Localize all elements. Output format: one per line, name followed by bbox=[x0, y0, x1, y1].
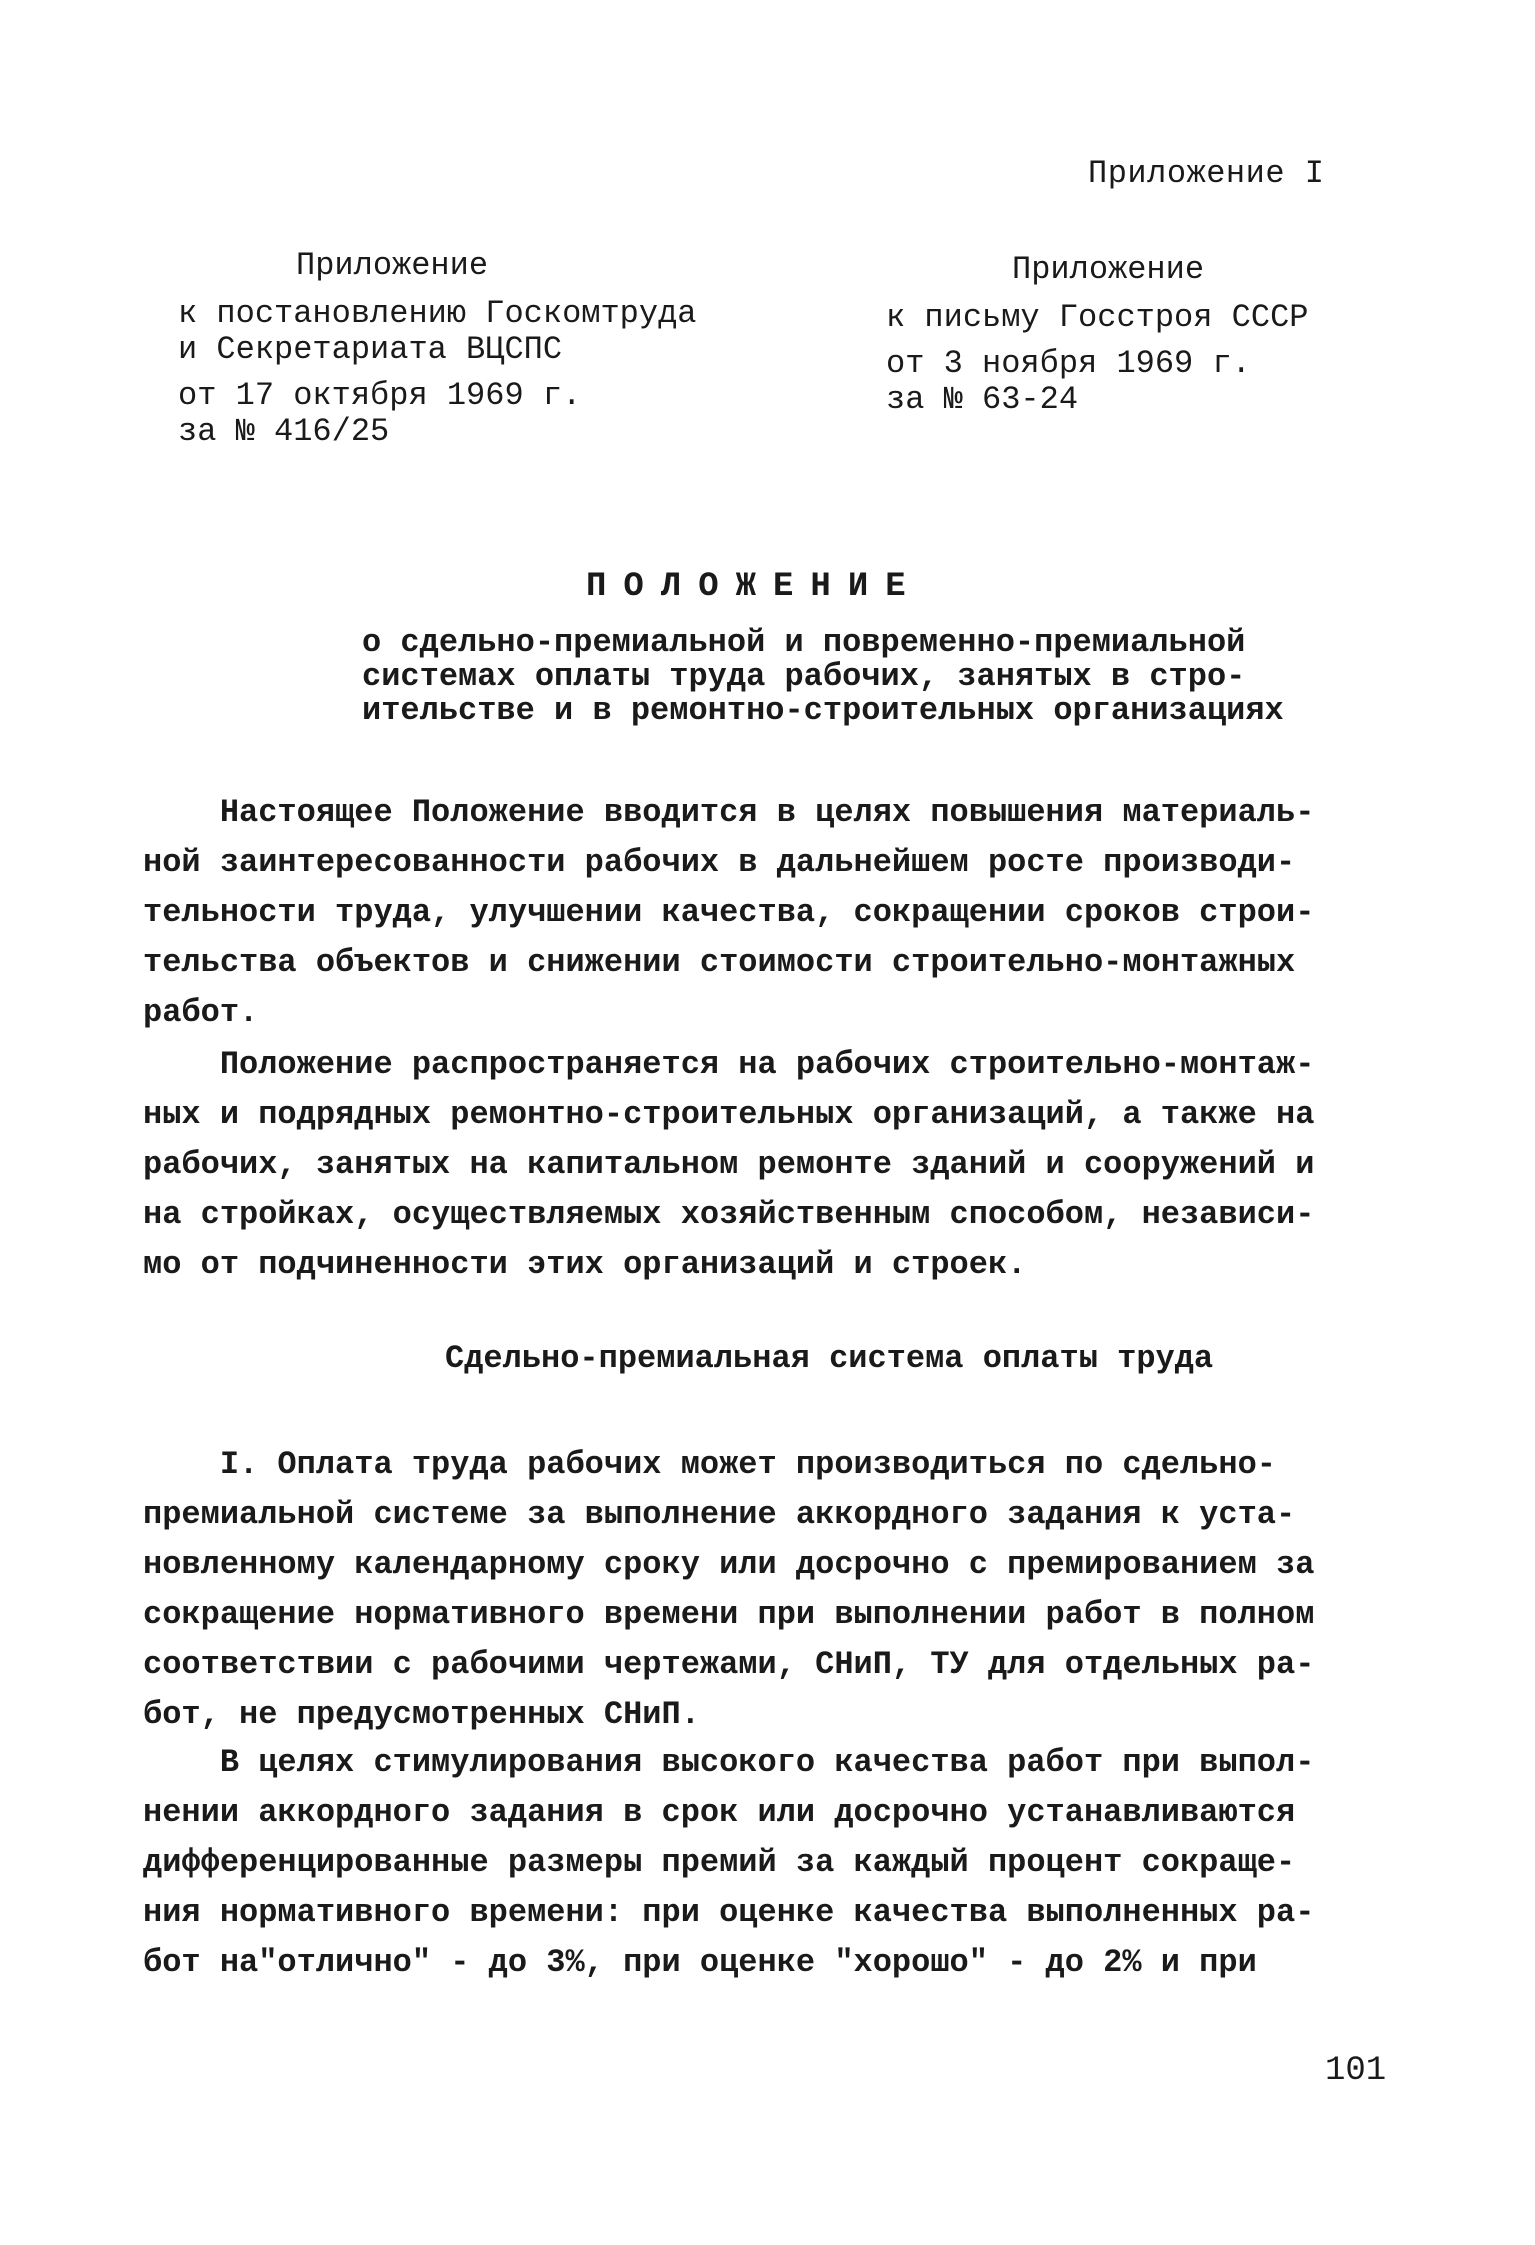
right-reference-line: к письму Госстроя СССР bbox=[886, 299, 1309, 336]
left-reference-line: за № 416/25 bbox=[178, 413, 390, 450]
subtitle-line: системах оплаты труда рабочих, занятых в стро- bbox=[362, 658, 1246, 695]
right-reference-block bbox=[886, 252, 1446, 418]
text-line: дифференцированные размеры премий за каждый процент сокраще- bbox=[143, 1844, 1296, 1881]
subtitle-line: о сдельно-премиальной и повременно-премиальной bbox=[362, 624, 1246, 661]
paragraph-scope bbox=[143, 1040, 1403, 1290]
text-line: В целях стимулирования высокого качества работ при выпол- bbox=[143, 1744, 1315, 1781]
text-line: нении аккордного задания в срок или досрочно устанавливаются bbox=[143, 1794, 1296, 1831]
text-line: Настоящее Положение вводится в целях повышения материаль- bbox=[143, 794, 1315, 831]
text-line: работ. bbox=[143, 994, 259, 1031]
text-line: на стройках, осуществляемых хозяйственным способом, независи- bbox=[143, 1196, 1315, 1233]
text-line: ния нормативного времени: при оценке качества выполненных ра- bbox=[143, 1894, 1315, 1931]
right-reference-line: от 3 ноября 1969 г. bbox=[886, 345, 1251, 382]
document-subtitle bbox=[362, 626, 1362, 728]
paragraph-clause-1 bbox=[143, 1440, 1403, 1740]
text-line: бот, не предусмотренных СНиП. bbox=[143, 1696, 700, 1733]
text-line: новленному календарному сроку или досрочно с премированием за bbox=[143, 1546, 1315, 1583]
text-line: тельности труда, улучшении качества, сокращении сроков строи- bbox=[143, 894, 1315, 931]
text-line: ной заинтересованности рабочих в дальнейшем росте производи- bbox=[143, 844, 1296, 881]
text-line: ных и подрядных ремонтно-строительных организаций, а также на bbox=[143, 1096, 1315, 1133]
left-reference-block bbox=[178, 248, 798, 450]
paragraph-intro bbox=[143, 788, 1403, 1038]
right-reference-line: за № 63-24 bbox=[886, 381, 1079, 418]
text-line: Положение распространяется на рабочих строительно-монтаж- bbox=[143, 1046, 1315, 1083]
text-line: сокращение нормативного времени при выполнении работ в полном bbox=[143, 1596, 1315, 1633]
document-title: ПОЛОЖЕНИЕ bbox=[586, 568, 923, 606]
text-line: тельства объектов и снижении стоимости строительно-монтажных bbox=[143, 944, 1296, 981]
text-line: бот на"отлично" - до 3%, при оценке "хорошо" - до 2% и при bbox=[143, 1944, 1257, 1981]
left-reference-line: от 17 октября 1969 г. bbox=[178, 377, 582, 414]
page-number: 101 bbox=[1325, 2052, 1387, 2090]
subtitle-line: ительстве и в ремонтно-строительных организациях bbox=[362, 692, 1284, 729]
text-line: премиальной системе за выполнение аккордного задания к уста- bbox=[143, 1496, 1296, 1533]
text-line: рабочих, занятых на капитальном ремонте зданий и сооружений и bbox=[143, 1146, 1315, 1183]
appendix-label: Приложение I bbox=[1088, 155, 1325, 192]
paragraph-quality bbox=[143, 1738, 1403, 1988]
section-heading: Сдельно-премиальная система оплаты труда bbox=[445, 1340, 1214, 1377]
text-line: мо от подчиненности этих организаций и строек. bbox=[143, 1246, 1027, 1283]
left-reference-line: и Секретариата ВЦСПС bbox=[178, 331, 563, 368]
text-line: соответствии с рабочими чертежами, СНиП, ТУ для отдельных ра- bbox=[143, 1646, 1315, 1683]
left-reference-line: к постановлению Госкомтруда bbox=[178, 295, 697, 332]
text-line: I. Оплата труда рабочих может производиться по сдельно- bbox=[143, 1446, 1276, 1483]
right-reference-title: Приложение bbox=[1012, 251, 1205, 288]
left-reference-title: Приложение bbox=[296, 247, 489, 284]
